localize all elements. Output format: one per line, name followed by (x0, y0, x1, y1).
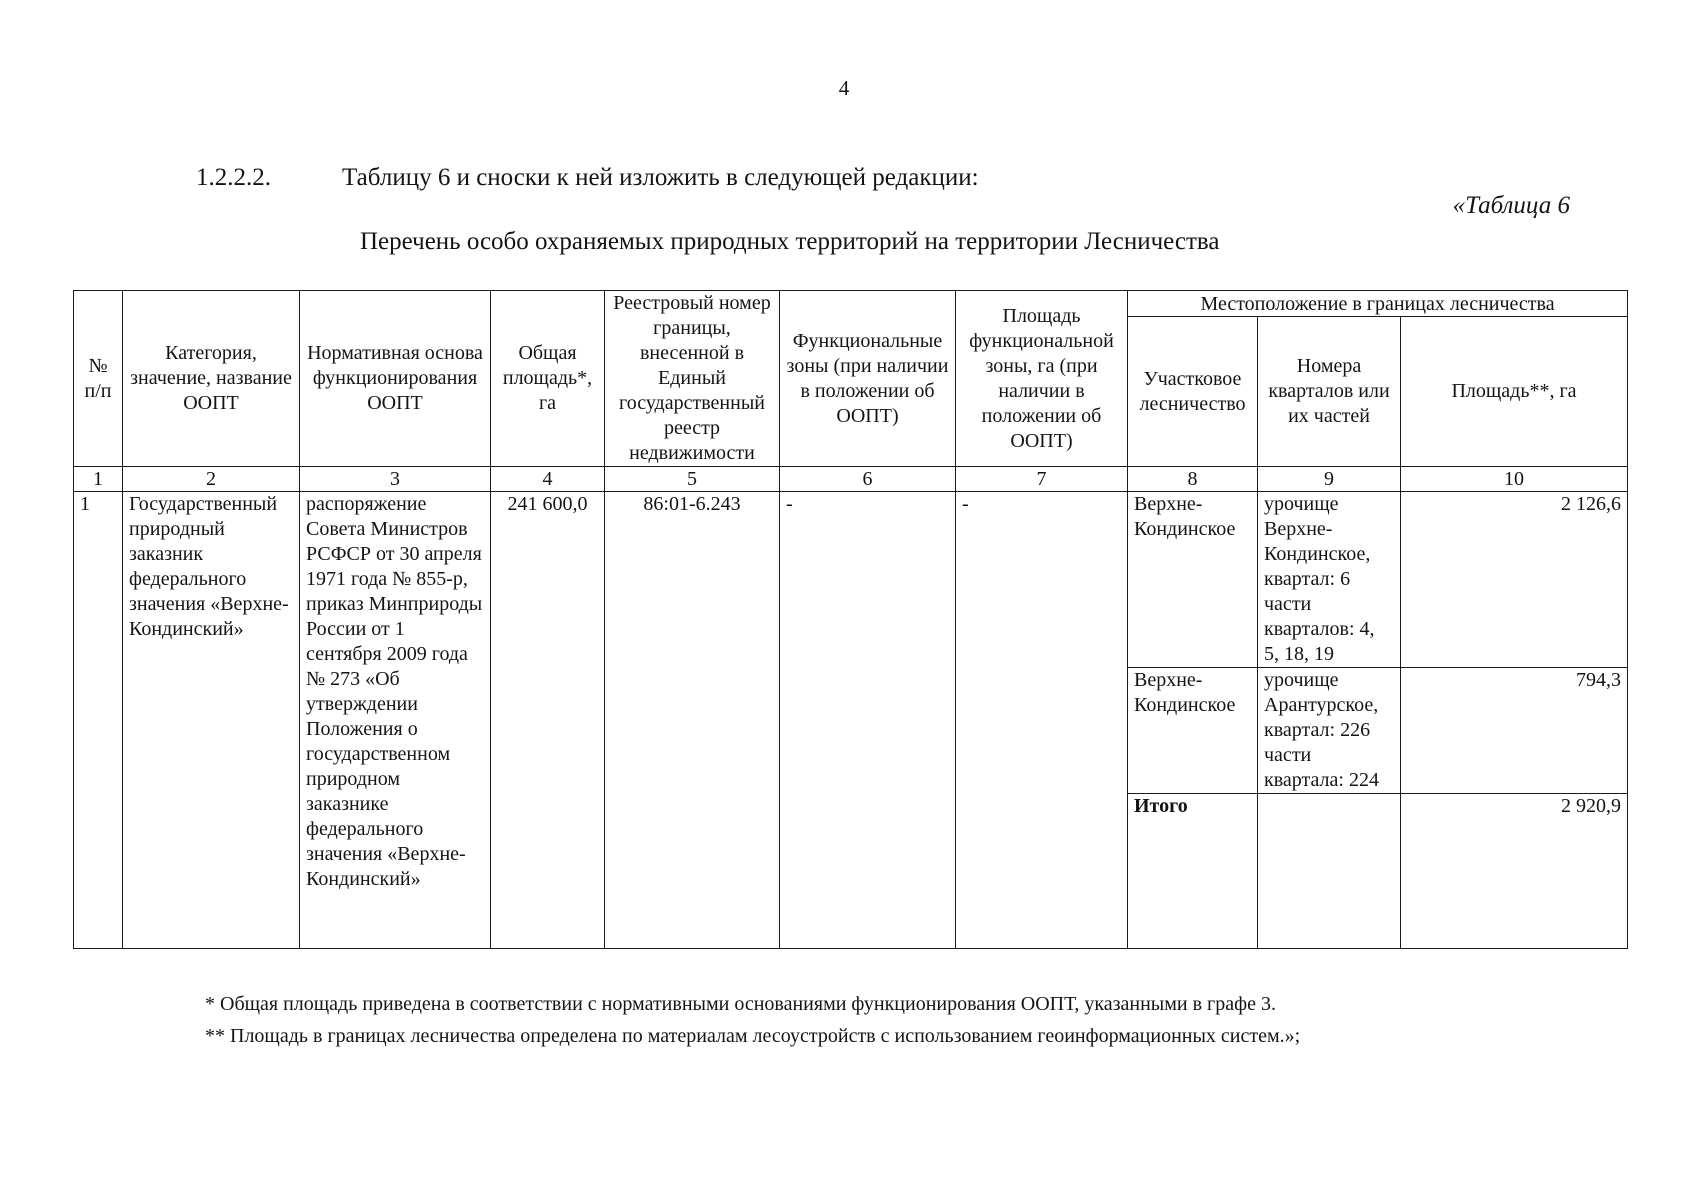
location-quarters: урочище Верхне-Кондинское, квартал: 6 части кварталов: 4, 5, 18, 19 (1258, 492, 1401, 668)
column-number: 6 (780, 467, 956, 492)
row-category: Государственный природный заказник федерального значения «Верхне-Кондинский» (123, 492, 300, 949)
protected-areas-table (73, 290, 1628, 949)
header-zone-area: Площадь функциональной зоны, га (при наличии в положении об ООПТ) (956, 291, 1128, 467)
header-quarters: Номера кварталов или их частей (1258, 317, 1401, 467)
amendment-clause (196, 164, 979, 192)
table-row (74, 492, 1628, 668)
location-district-forestry: Верхне-Кондинское (1128, 492, 1258, 668)
row-registry-number: 86:01-6.243 (605, 492, 780, 949)
column-number: 7 (956, 467, 1128, 492)
column-number-row (74, 467, 1628, 492)
row-zone-area: - (956, 492, 1128, 949)
page-number: 4 (838, 76, 850, 100)
header-num: № п/п (74, 291, 123, 467)
row-functional-zones: - (780, 492, 956, 949)
row-total-area: 241 600,0 (491, 492, 605, 949)
column-number: 1 (74, 467, 123, 492)
footnote: ** Площадь в границах лесничества определена по материалам лесоустройств с использованием геоинформационных систем.»; (205, 1025, 1301, 1047)
column-number: 4 (491, 467, 605, 492)
total-area: 2 920,9 (1401, 794, 1628, 949)
table-heading: Перечень особо охраняемых природных территорий на территории Лесничества (360, 228, 1220, 255)
row-legal-basis: распоряжение Совета Министров РСФСР от 30 апреля 1971 года № 855-р, приказ Минприроды России от 1 сентября 2009 года № 273 «Об утверждении Положения о государственном природном заказнике федерального значения «Верхне-Кондинский» (300, 492, 491, 949)
row-num: 1 (74, 492, 123, 949)
header-total-area: Общая площадь*, га (491, 291, 605, 467)
total-quarters (1258, 794, 1401, 949)
column-number: 10 (1401, 467, 1628, 492)
footnote: * Общая площадь приведена в соответствии с нормативными основаниями функционирования ООПТ, указанными в графе 3. (205, 993, 1276, 1015)
column-number: 8 (1128, 467, 1258, 492)
footnotes (205, 988, 1300, 1052)
location-area: 2 126,6 (1401, 492, 1628, 668)
table-caption: «Таблица 6 (1452, 192, 1570, 219)
location-area: 794,3 (1401, 668, 1628, 794)
clause-text: Таблицу 6 и сноски к ней изложить в следующей редакции: (342, 164, 979, 191)
clause-number: 1.2.2.2. (196, 164, 271, 191)
header-functional-zones: Функциональные зоны (при наличии в положении об ООПТ) (780, 291, 956, 467)
header-district-forestry: Участковое лесничество (1128, 317, 1258, 467)
location-quarters: урочище Арантурское, квартал: 226 части квартала: 224 (1258, 668, 1401, 794)
total-label: Итого (1128, 794, 1258, 949)
header-area: Площадь**, га (1401, 317, 1628, 467)
column-number: 5 (605, 467, 780, 492)
column-number: 2 (123, 467, 300, 492)
column-number: 3 (300, 467, 491, 492)
column-number: 9 (1258, 467, 1401, 492)
header-legal-basis: Нормативная основа функционирования ООПТ (300, 291, 491, 467)
header-registry-number: Реестровый номер границы, внесенной в Единый государственный реестр недвижимости (605, 291, 780, 467)
header-category: Категория, значение, название ООПТ (123, 291, 300, 467)
location-district-forestry: Верхне-Кондинское (1128, 668, 1258, 794)
header-location-group: Местоположение в границах лесничества (1128, 291, 1628, 317)
